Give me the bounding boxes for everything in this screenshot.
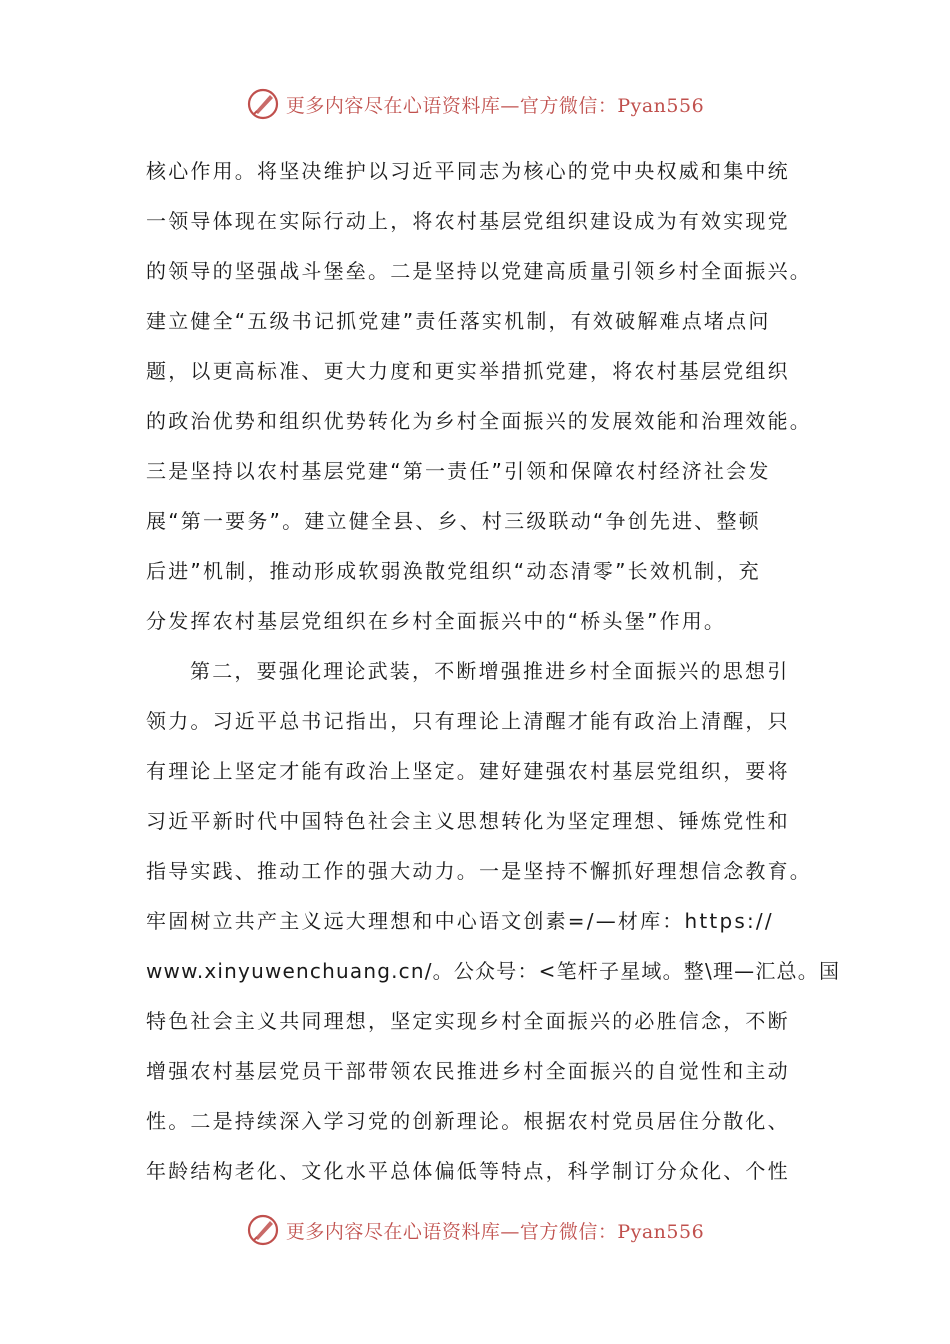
text-line: 后进”机制，推动形成软弱涣散党组织“动态清零”长效机制，充	[146, 559, 761, 583]
text-line: 年龄结构老化、文化水平总体偏低等特点，科学制订分众化、个性	[146, 1159, 790, 1183]
header-banner	[0, 82, 950, 126]
text-line: 特色社会主义共同理想，坚定实现乡村全面振兴的必胜信念，不断	[146, 1009, 790, 1033]
text-line: 题，以更高标准、更大力度和更实举措抓党建，将农村基层党组织	[146, 359, 790, 383]
quill-logo-icon	[246, 1213, 280, 1247]
text-line: 三是坚持以农村基层党建“第一责任”引领和保障农村经济社会发	[146, 459, 771, 483]
text-line: 有理论上坚定才能有政治上坚定。建好建强农村基层党组织，要将	[146, 759, 790, 783]
text-line: 习近平新时代中国特色社会主义思想转化为坚定理想、锤炼党性和	[146, 809, 790, 833]
footer-banner	[0, 1208, 950, 1252]
text-line: 领力。习近平总书记指出，只有理论上清醒才能有政治上清醒，只	[146, 709, 790, 733]
banner-text	[286, 91, 704, 118]
banner-dash: —	[500, 94, 520, 117]
text-line: 分发挥农村基层党组织在乡村全面振兴中的“桥头堡”作用。	[146, 609, 727, 633]
text-line: 牢固树立共产主义远大理想和中心语文创素=/—材库：https://	[146, 909, 774, 933]
text-line-url: www.xinyuwenchuang.cn/。公众号：<笔杆子星域。整\理—汇总。国	[146, 959, 841, 983]
text-line: 建立健全“五级书记抓党建”责任落实机制，有效破解难点堵点问	[146, 309, 771, 333]
text-line: 的领导的坚强战斗堡垒。二是坚持以党建高质量引领乡村全面振兴。	[146, 259, 812, 283]
text-line: 性。二是持续深入学习党的创新理论。根据农村党员居住分散化、	[146, 1109, 790, 1133]
document-body	[146, 146, 841, 1196]
banner-subtitle: 官方微信：Pyan556	[519, 1220, 705, 1243]
text-line: 的政治优势和组织优势转化为乡村全面振兴的发展效能和治理效能。	[146, 409, 812, 433]
paragraph-start-line: 第二，要强化理论武装，不断增强推进乡村全面振兴的思想引	[190, 659, 790, 683]
banner-title: 更多内容尽在心语资料库	[285, 1220, 501, 1243]
text-line: 展“第一要务”。建立健全县、乡、村三级联动“争创先进、整顿	[146, 509, 761, 533]
banner-text	[286, 1217, 704, 1244]
banner-dash: —	[500, 1220, 520, 1243]
banner-title: 更多内容尽在心语资料库	[285, 94, 501, 117]
quill-logo-icon	[246, 87, 280, 121]
text-line: 指导实践、推动工作的强大动力。一是坚持不懈抓好理想信念教育。	[146, 859, 812, 883]
text-line: 核心作用。将坚决维护以习近平同志为核心的党中央权威和集中统	[146, 159, 790, 183]
text-line: 增强农村基层党员干部带领农民推进乡村全面振兴的自觉性和主动	[146, 1059, 790, 1083]
text-line: 一领导体现在实际行动上，将农村基层党组织建设成为有效实现党	[146, 209, 790, 233]
banner-subtitle: 官方微信：Pyan556	[519, 94, 705, 117]
